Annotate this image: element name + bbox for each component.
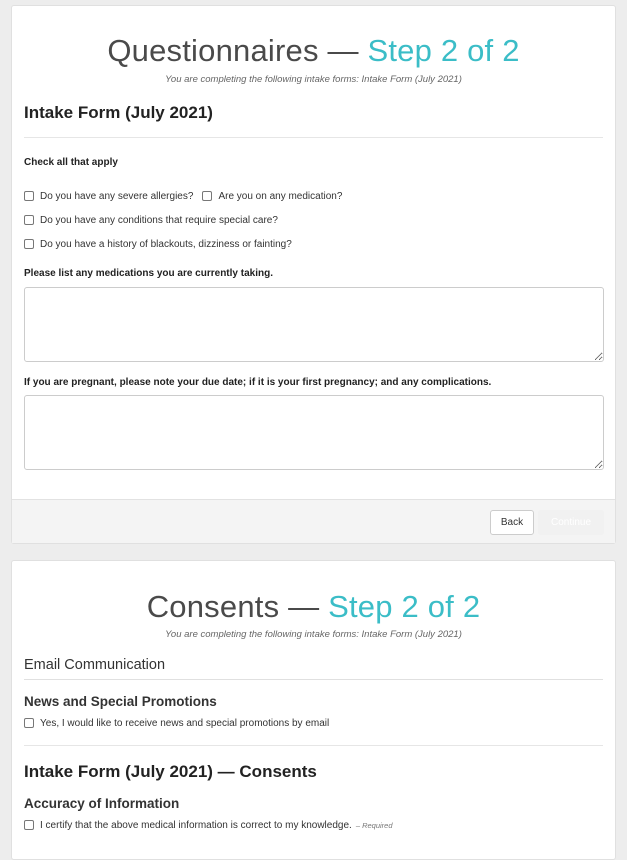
medications-textarea[interactable] <box>24 287 604 362</box>
checkbox-row-2 <box>24 214 603 226</box>
medication-checkbox[interactable] <box>202 191 212 201</box>
accuracy-checkbox[interactable] <box>24 820 34 830</box>
medications-label: Please list any medications you are currently taking. <box>24 268 273 279</box>
accuracy-checkbox-label[interactable]: I certify that the above medical information is correct to my knowledge. <box>40 819 352 831</box>
form-title: Intake Form (July 2021) <box>24 103 603 138</box>
consents-card <box>11 560 616 860</box>
step-indicator: Step 2 of 2 <box>328 589 481 624</box>
section-divider <box>24 745 603 746</box>
pregnancy-label: If you are pregnant, please note your due date; if it is your first pregnancy; and any complications. <box>24 377 492 388</box>
medication-label[interactable]: Are you on any medication? <box>218 190 343 202</box>
pregnancy-textarea[interactable] <box>24 395 604 470</box>
accuracy-checkbox-row <box>24 819 603 831</box>
questionnaires-card <box>11 5 616 544</box>
required-label: – Required <box>355 820 393 830</box>
questionnaires-title: Questionnaires — Step 2 of 2 <box>107 33 520 68</box>
step-indicator: Step 2 of 2 <box>367 33 520 68</box>
form-footer <box>12 499 615 543</box>
blackouts-label[interactable]: Do you have a history of blackouts, dizziness or fainting? <box>40 238 292 250</box>
special-care-checkbox[interactable] <box>24 215 34 225</box>
accuracy-heading: Accuracy of Information <box>24 796 180 811</box>
special-care-label[interactable]: Do you have any conditions that require special care? <box>40 214 278 226</box>
allergies-label[interactable]: Do you have any severe allergies? <box>40 190 194 202</box>
checkbox-row-1 <box>24 190 603 202</box>
news-heading: News and Special Promotions <box>24 694 217 709</box>
news-checkbox[interactable] <box>24 718 34 728</box>
blackouts-checkbox[interactable] <box>24 239 34 249</box>
consents-title: Consents — Step 2 of 2 <box>146 589 481 624</box>
back-button[interactable]: Back <box>490 510 534 535</box>
check-all-label: Check all that apply <box>24 157 118 168</box>
checkbox-row-3 <box>24 238 603 250</box>
news-checkbox-label[interactable]: Yes, I would like to receive news and special promotions by email <box>40 717 330 729</box>
consents-form-title: Intake Form (July 2021) — Consents <box>24 762 317 781</box>
news-checkbox-row <box>24 717 603 729</box>
questionnaires-subtitle: You are completing the following intake forms: Intake Form (July 2021) <box>165 74 462 85</box>
continue-button[interactable]: Continue <box>538 510 604 535</box>
allergies-checkbox[interactable] <box>24 191 34 201</box>
email-communication-heading: Email Communication <box>24 657 603 680</box>
consents-subtitle: You are completing the following intake forms: Intake Form (July 2021) <box>165 629 462 640</box>
